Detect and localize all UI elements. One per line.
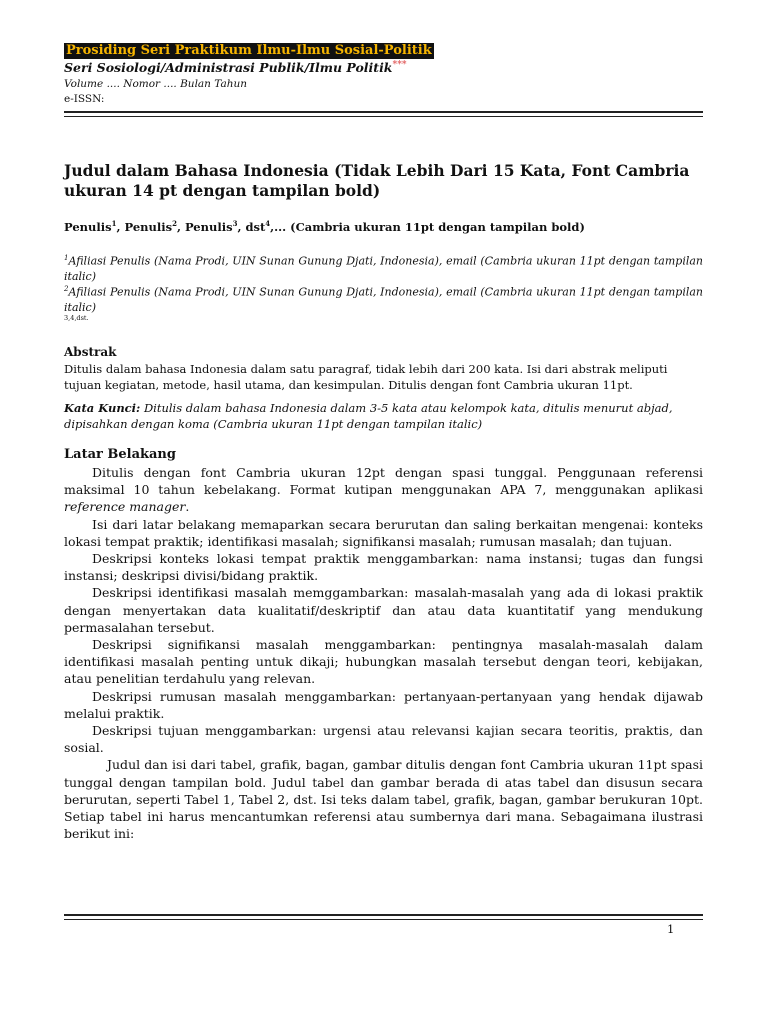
author-3-sup: 3 — [232, 219, 238, 228]
page-number: 1 — [667, 922, 675, 936]
affiliation-2-sup: 2 — [64, 285, 69, 293]
paragraph-2: Isi dari latar belakang memaparkan secara berurutan dan saling berkaitan mengenai: konteks lokasi tempat praktik; identifikasi masalah; signifikansi masalah; rumusan masalah; dan tujuan. — [64, 516, 703, 549]
affiliation-2 — [64, 282, 703, 315]
author-note: ,... (Cambria ukuran 11pt dengan tampilan bold) — [270, 219, 585, 234]
paragraph-4: Deskripsi identifikasi masalah memggambarkan: masalah-masalah yang ada di lokasi praktik dengan menyertakan data kualitatif/deskriptif dan atau data kuantitatif yang mendukung permasalahan tersebut. — [64, 585, 703, 635]
paragraph-1 — [64, 464, 703, 516]
keywords-label: Kata Kunci: — [64, 401, 141, 415]
paragraph-1-text: Ditulis dengan font Cambria ukuran 12pt dengan spasi tunggal. Penggunaan referensi maksimal 10 tahun kebelakang. Format kutipan menggunakan APA 7, menggunakan aplikasi — [64, 465, 703, 498]
article-title: Judul dalam Bahasa Indonesia (Tidak Lebih Dari 15 Kata, Font Cambria ukuran 14 pt dengan tampilan bold) — [64, 161, 690, 200]
author-2-sup: 2 — [172, 219, 177, 228]
author-4-sup: 4 — [265, 219, 271, 228]
issn-line: e-ISSN: — [64, 93, 105, 105]
paragraph-1-italic: reference manager — [64, 499, 186, 515]
header-rule — [64, 111, 703, 117]
author-1: Penulis — [64, 219, 112, 234]
series-text: Seri Sosiologi/Administrasi Publik/Ilmu Politik — [64, 60, 393, 75]
affiliation-1-sup: 1 — [64, 254, 69, 262]
footer-rule — [64, 914, 703, 920]
abstract-heading: Abstrak — [64, 345, 117, 359]
affiliation-2-text: Afiliasi Penulis (Nama Prodi, UIN Sunan Gunung Djati, Indonesia), email (Cambria ukuran 11pt dengan tampilan italic) — [64, 285, 703, 314]
keywords — [64, 400, 703, 432]
paragraph-1-end: . — [185, 499, 190, 515]
author-3: , Penulis — [176, 219, 233, 234]
section-body — [64, 464, 703, 842]
affiliation-1 — [64, 251, 703, 284]
affiliation-1-text: Afiliasi Penulis (Nama Prodi, UIN Sunan Gunung Djati, Indonesia), email (Cambria ukuran 11pt dengan tampilan italic) — [64, 254, 703, 283]
abstract-text: Ditulis dalam bahasa Indonesia dalam satu paragraf, tidak lebih dari 200 kata. Isi dari abstrak meliputi tujuan kegiatan, metode, hasil utama, dan kesimpulan. Ditulis dengan font Cambria ukuran 11pt. — [64, 362, 668, 392]
paragraph-8: Judul dan isi dari tabel, grafik, bagan, gambar ditulis dengan font Cambria ukuran 11pt spasi tunggal dengan tampilan bold. Judul tabel dan gambar berada di atas tabel dan disusun secara berurutan, seperti Tabel 1, Tabel 2, dst. Isi teks dalam tabel, grafik, bagan, gambar berukuran 10pt. Setiap tabel ini harus mencantumkan referensi atau sumbernya dari mana. Sebagaimana ilustrasi berikut ini: — [64, 757, 703, 842]
paragraph-5: Deskripsi signifikansi masalah menggambarkan: pentingnya masalah-masalah dalam identifikasi masalah penting untuk dikaji; hubungkan masalah tersebut dengan teori, kebijakan, atau penelitian terdahulu yang relevan. — [64, 637, 703, 687]
author-line — [64, 219, 585, 234]
author-4: , dst — [237, 219, 266, 234]
volume-line: Volume .... Nomor .... Bulan Tahun — [64, 78, 248, 90]
series-mark: *** — [392, 60, 407, 70]
journal-title: Prosiding Seri Praktikum Ilmu-Ilmu Sosial-Politik — [66, 43, 432, 58]
affiliation-etc: 3,4,dst. — [64, 314, 89, 322]
keywords-text: Ditulis dalam bahasa Indonesia dalam 3-5 kata atau kelompok kata, ditulis menurut abjad, dipisahkan dengan koma (Cambria ukuran 11pt dengan tampilan italic) — [64, 401, 673, 431]
series-line — [64, 60, 407, 75]
paragraph-3: Deskripsi konteks lokasi tempat praktik menggambarkan: nama instansi; tugas dan fungsi instansi; deskripsi divisi/bidang praktik. — [64, 551, 703, 584]
paragraph-6: Deskripsi rumusan masalah menggambarkan: pertanyaan-pertanyaan yang hendak dijawab melalui praktik. — [64, 688, 703, 721]
section-heading: Latar Belakang — [64, 447, 176, 462]
author-2: , Penulis — [116, 219, 173, 234]
paragraph-7: Deskripsi tujuan menggambarkan: urgensi atau relevansi kajian secara teoritis, praktis, dan sosial. — [64, 723, 703, 756]
author-1-sup: 1 — [111, 219, 117, 228]
